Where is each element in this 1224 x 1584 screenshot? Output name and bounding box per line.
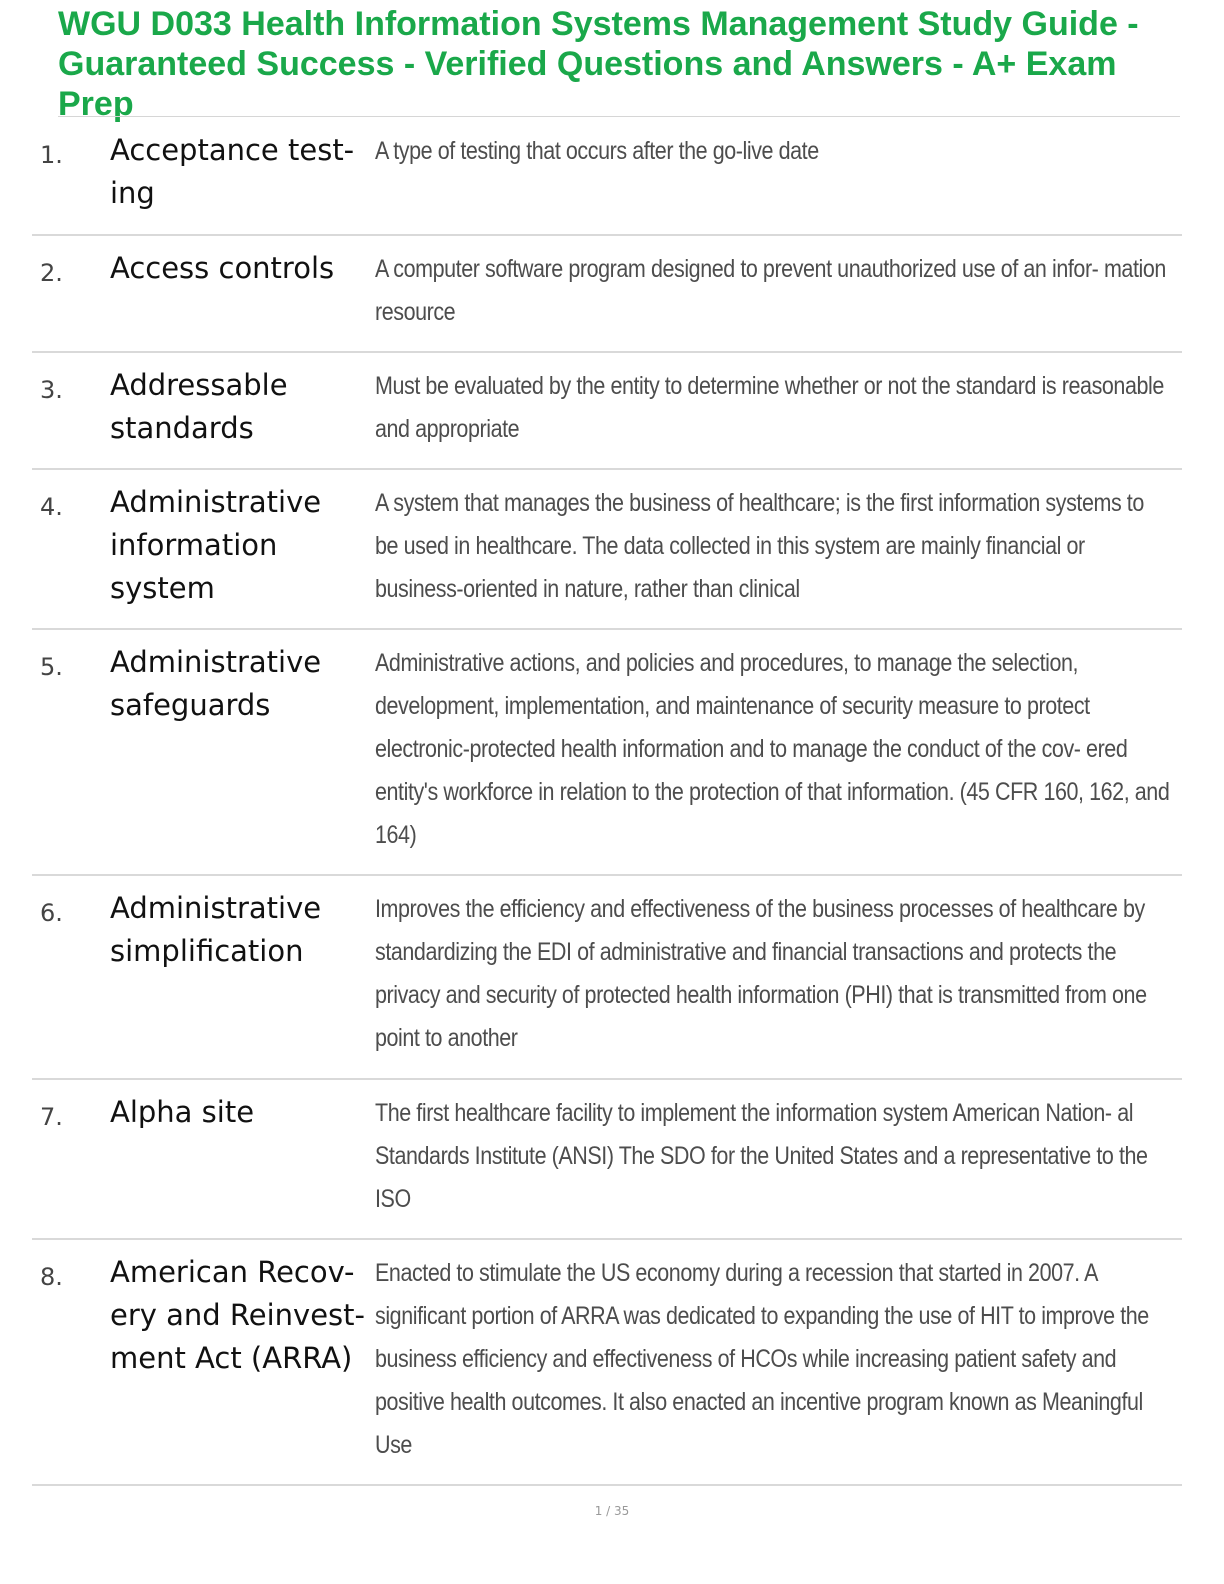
entry-definition: A system that manages the business of healthcare; is the first information systems to be used in healthcare. The data collected in this system are mainly financial or business-oriented in nature, rather than clinical [375,489,1144,603]
entry-term: Acceptance test- ing [110,133,355,210]
entry-definition: Administrative actions, and policies and procedures, to manage the selection, development, implementation, and maintenance of security measure to protect electronic-protected health information and to manage the conduct of the cov- ered entity's workforce in relation to the protection of that information. (45 CFR 160, 162, and 164) [375,649,1170,849]
title-divider [58,116,1180,117]
entry-term: Administrative safeguards [110,645,322,722]
entry-term: American Recov- ery and Reinvest- ment Act (ARRA) [110,1255,365,1375]
entry-number: 4. [40,493,63,521]
glossary-entry [32,236,1182,353]
entry-term: Addressable standards [110,368,288,445]
glossary-entry [32,118,1182,236]
entry-number: 2. [40,259,63,287]
entry-definition: Improves the efficiency and effectiveness of the business processes of healthcare by standardizing the EDI of administrative and financial transactions and protects the privacy and security of protected health information (PHI) that is transmitted from one point to another [375,895,1147,1052]
entry-number: 5. [40,653,63,681]
glossary-entry [32,1240,1182,1486]
entry-number: 7. [40,1103,63,1131]
entry-definition: Must be evaluated by the entity to determine whether or not the standard is reasonable and appropriate [375,372,1164,443]
entry-definition: Enacted to stimulate the US economy during a recession that started in 2007. A significant portion of ARRA was dedicated to expanding the use of HIT to improve the business efficiency and effectiveness of HCOs while increasing patient safety and positive health outcomes. It also enacted an incentive program known as Meaningful Use [375,1259,1149,1459]
entry-number: 1. [40,141,63,169]
glossary-entry [32,876,1182,1080]
entry-term: Alpha site [110,1095,255,1129]
entry-number: 3. [40,376,63,404]
entry-definition: A computer software program designed to prevent unauthorized use of an infor- mation resource [375,255,1166,326]
glossary-entry [32,470,1182,630]
glossary-list [32,118,1182,1486]
entry-definition: The first healthcare facility to implement the information system American Nation- al Standards Institute (ANSI) The SDO for the United States and a representative to the ISO [375,1099,1148,1213]
glossary-entry [32,630,1182,876]
entry-term: Administrative information system [110,485,322,605]
entry-definition: A type of testing that occurs after the go-live date [375,137,819,165]
page-indicator: 1 / 35 [594,1504,630,1518]
glossary-entry [32,1080,1182,1240]
entry-number: 6. [40,899,63,927]
glossary-entry [32,353,1182,470]
entry-term: Access controls [110,251,335,285]
entry-number: 8. [40,1263,63,1291]
entry-term: Administrative simplification [110,891,322,968]
document-title: WGU D033 Health Information Systems Management Study Guide - Guaranteed Success - Verified Questions and Answers - A+ Exam Prep [58,5,1139,123]
